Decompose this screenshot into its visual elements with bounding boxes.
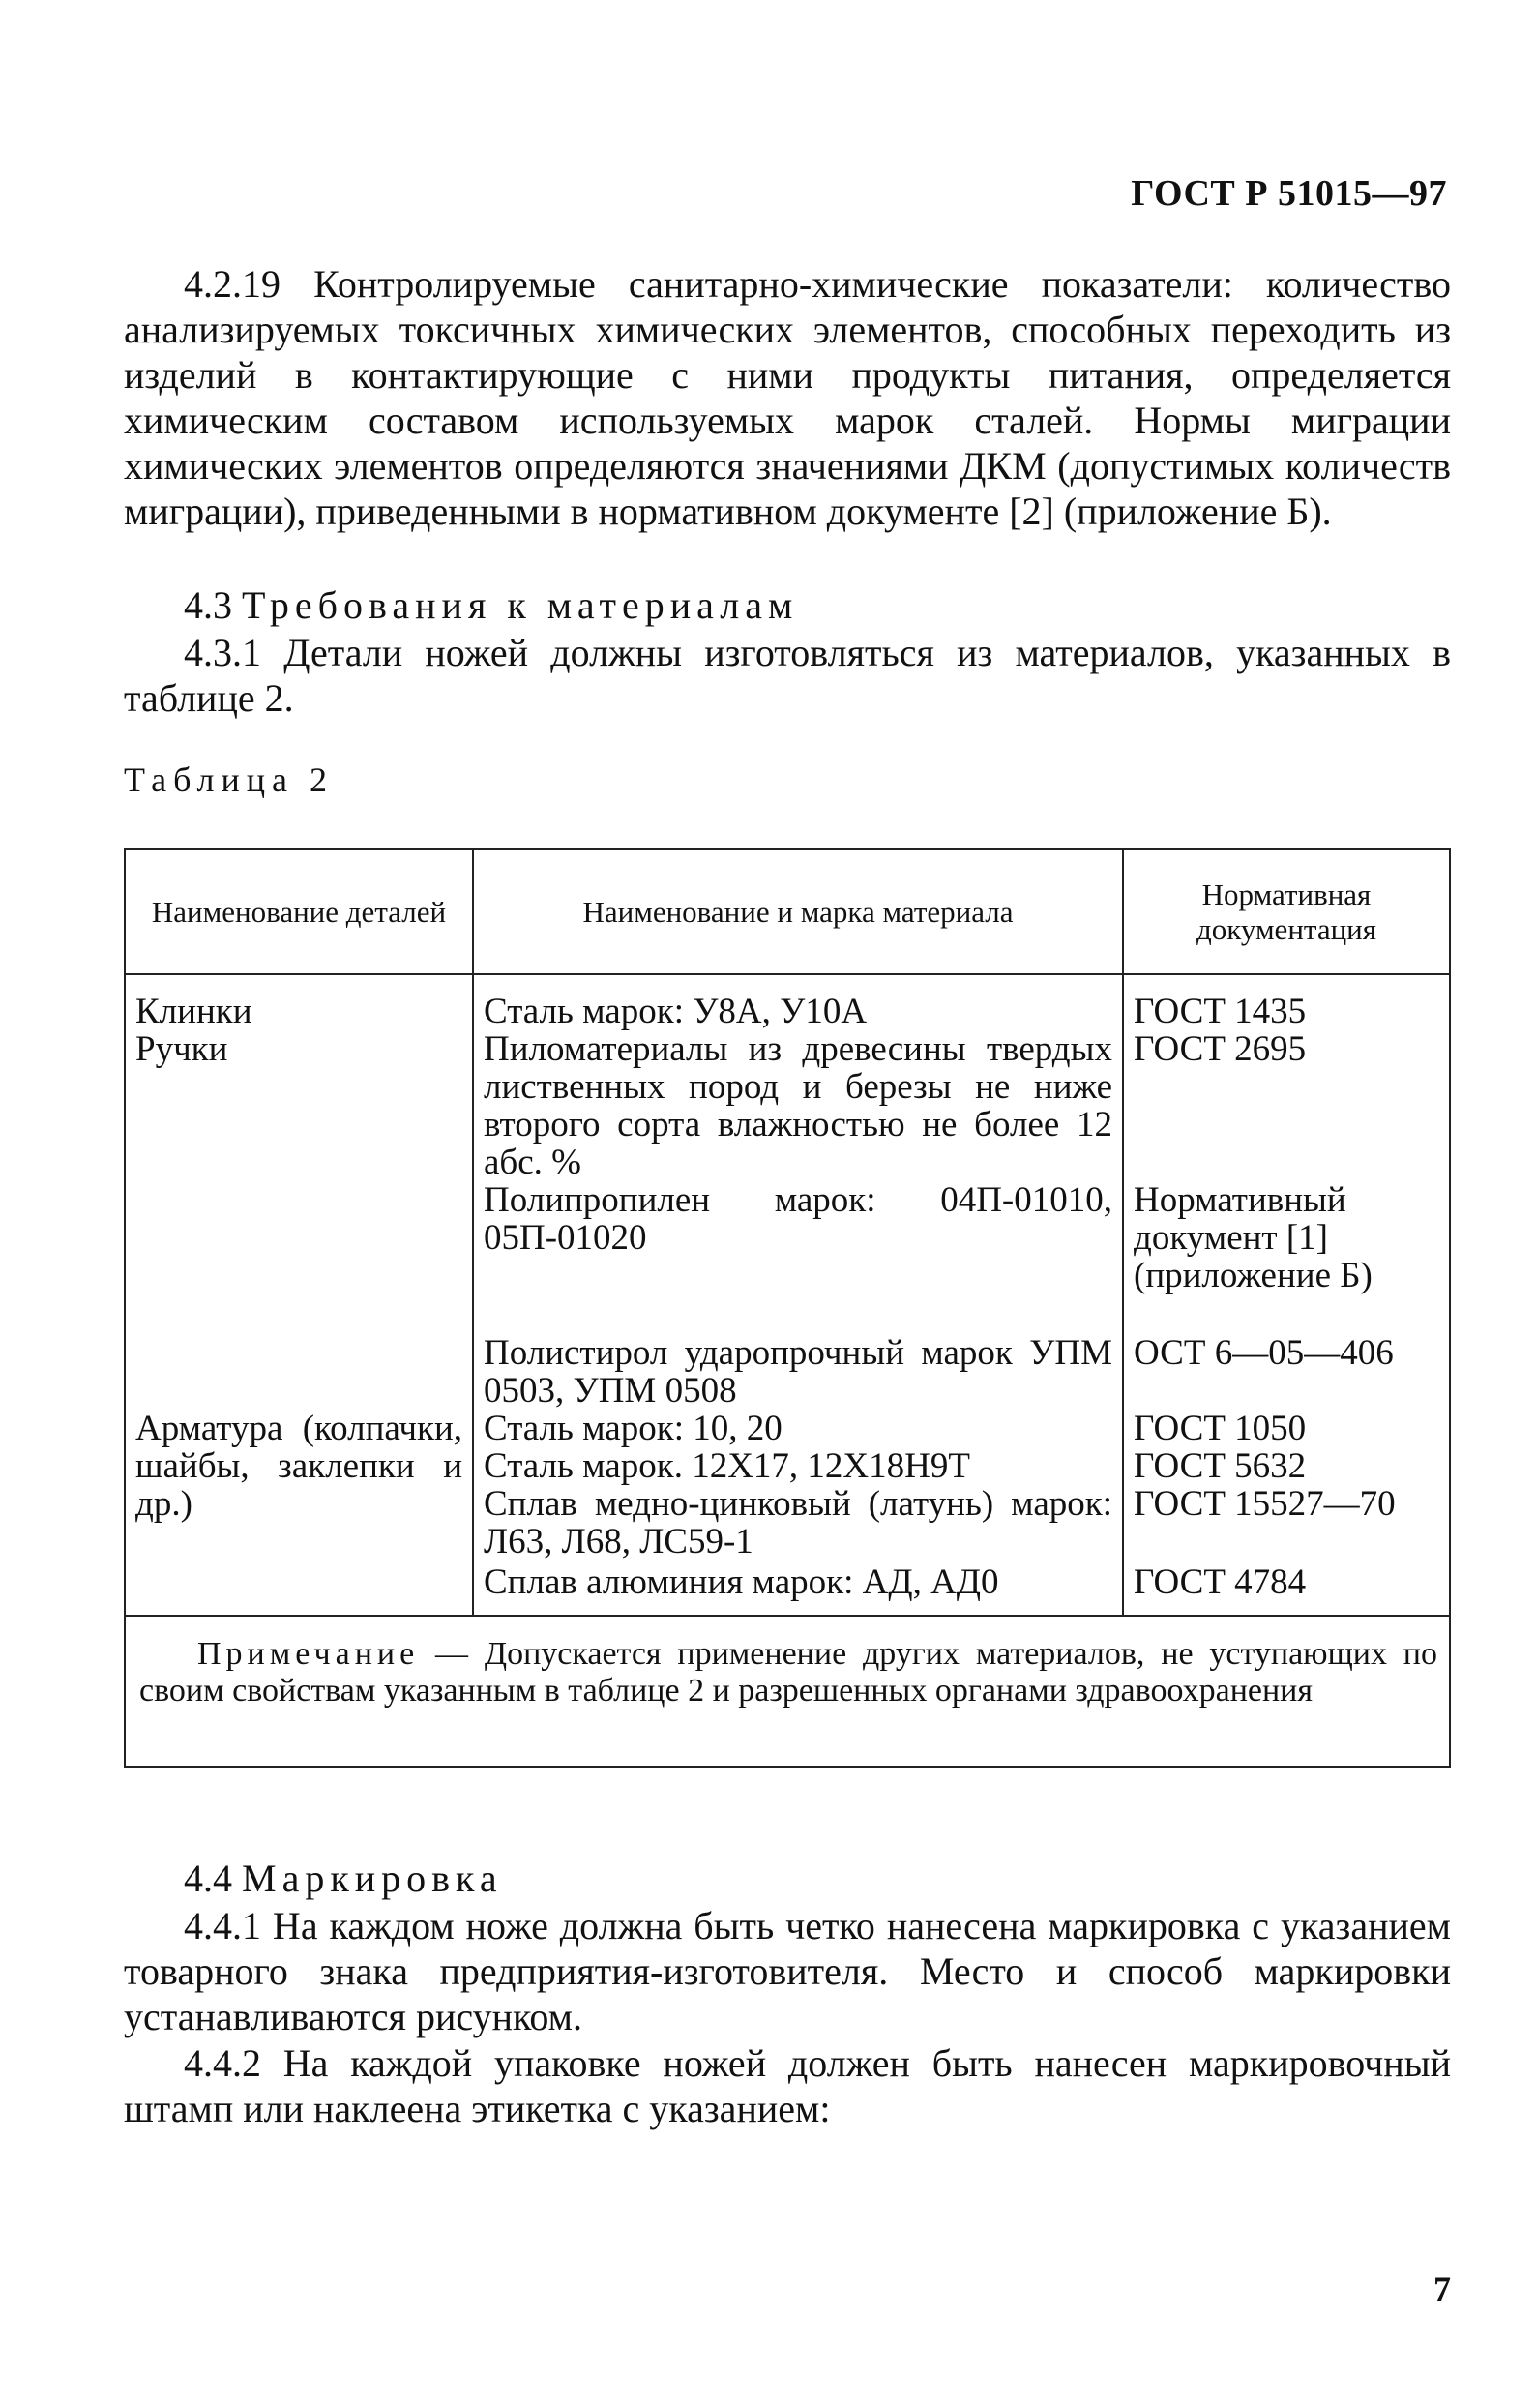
paragraph-4-4-2: 4.4.2 На каждой упаковке ножей должен быть нанесен маркировочный штамп или наклеена этикетка с указанием: (124, 2041, 1451, 2130)
section-4-4-number: 4.4 (184, 1857, 232, 1900)
cell-doc: ГОСТ 15527—70 (1134, 1484, 1396, 1524)
header-normative-doc: Нормативная документация (1196, 877, 1377, 946)
materials-table (124, 848, 1451, 1768)
section-4-3-title: Требования к материалам (242, 583, 799, 627)
cell-material: Полипропилен марок: 04П-01010, 05П-01020 (484, 1180, 1112, 1258)
cell-material: Сплав медно-цинковый (латунь) марок: Л63, Л68, ЛС59-1 (484, 1484, 1112, 1561)
header-material: Наименование и марка материала (582, 894, 1014, 929)
note-divider (126, 1615, 1449, 1617)
section-4-4-title: Маркировка (242, 1857, 503, 1900)
table-note-label: Примечание (197, 1636, 420, 1672)
paragraph-4-3-1: 4.3.1 Детали ножей должны изготовляться из материалов, указанных в таблице 2. (124, 631, 1451, 720)
paragraph-4-2-19: 4.2.19 Контролируемые санитарно-химические показатели: количество анализируемых токсичных химических элементов, способных переходить из изделий в контактирующие с ними продукты питания, определяется химическим составом используемых марок сталей. Нормы миграции химических элементов определяются значениями ДКМ (допустимых количеств миграции), приведенными в нормативном документе [2] (приложение Б). (124, 262, 1451, 533)
header-divider (126, 973, 1449, 975)
cell-doc: ГОСТ 1435 (1134, 992, 1307, 1031)
cell-part: Клинки (135, 992, 252, 1031)
cell-material: Сталь марок. 12Х17, 12Х18Н9Т (484, 1446, 970, 1486)
cell-part: Ручки (135, 1029, 228, 1069)
table-note-text: — Допускается применение других материалов, не уступающих по своим свойствам указанным в таблице 2 и разрешенных органами здравоохранения (139, 1636, 1437, 1709)
cell-material: Пиломатериалы из древесины твердых лиственных пород и березы не ниже второго сорта влажностью не более 12 абс. % (484, 1029, 1112, 1182)
section-4-3-heading (124, 582, 1451, 628)
cell-doc: ОСТ 6—05—406 (1134, 1333, 1394, 1373)
page-number: 7 (1433, 2270, 1451, 2308)
cell-material: Сплав алюминия марок: АД, АД0 (484, 1562, 999, 1602)
cell-material: Сталь марок: У8А, У10А (484, 992, 868, 1031)
header-part-name: Наименование деталей (151, 894, 447, 929)
cell-doc: ГОСТ 2695 (1134, 1029, 1307, 1069)
table-caption: Таблица 2 (124, 760, 334, 799)
paragraph-4-4-1: 4.4.1 На каждом ноже должна быть четко нанесена маркировка с указанием товарного знака предприятия-изготовителя. Место и способ маркировки устанавливаются рисунком. (124, 1904, 1451, 2038)
cell-doc: ГОСТ 5632 (1134, 1446, 1307, 1486)
cell-doc: ГОСТ 1050 (1134, 1409, 1307, 1448)
table-note (139, 1636, 1437, 1709)
section-4-4-heading (124, 1856, 1451, 1901)
document-code-header: ГОСТ Р 51015—97 (1131, 173, 1447, 214)
cell-part: Арматура (колпачки, шайбы, заклепки и др.) (135, 1409, 462, 1524)
cell-material: Полистирол ударопрочный марок УПМ 0503, УПМ 0508 (484, 1333, 1112, 1411)
cell-doc: ГОСТ 4784 (1134, 1562, 1307, 1602)
cell-material: Сталь марок: 10, 20 (484, 1409, 783, 1448)
section-4-3-number: 4.3 (184, 583, 232, 627)
cell-doc: Нормативный документ [1] (приложение Б) (1134, 1180, 1373, 1295)
